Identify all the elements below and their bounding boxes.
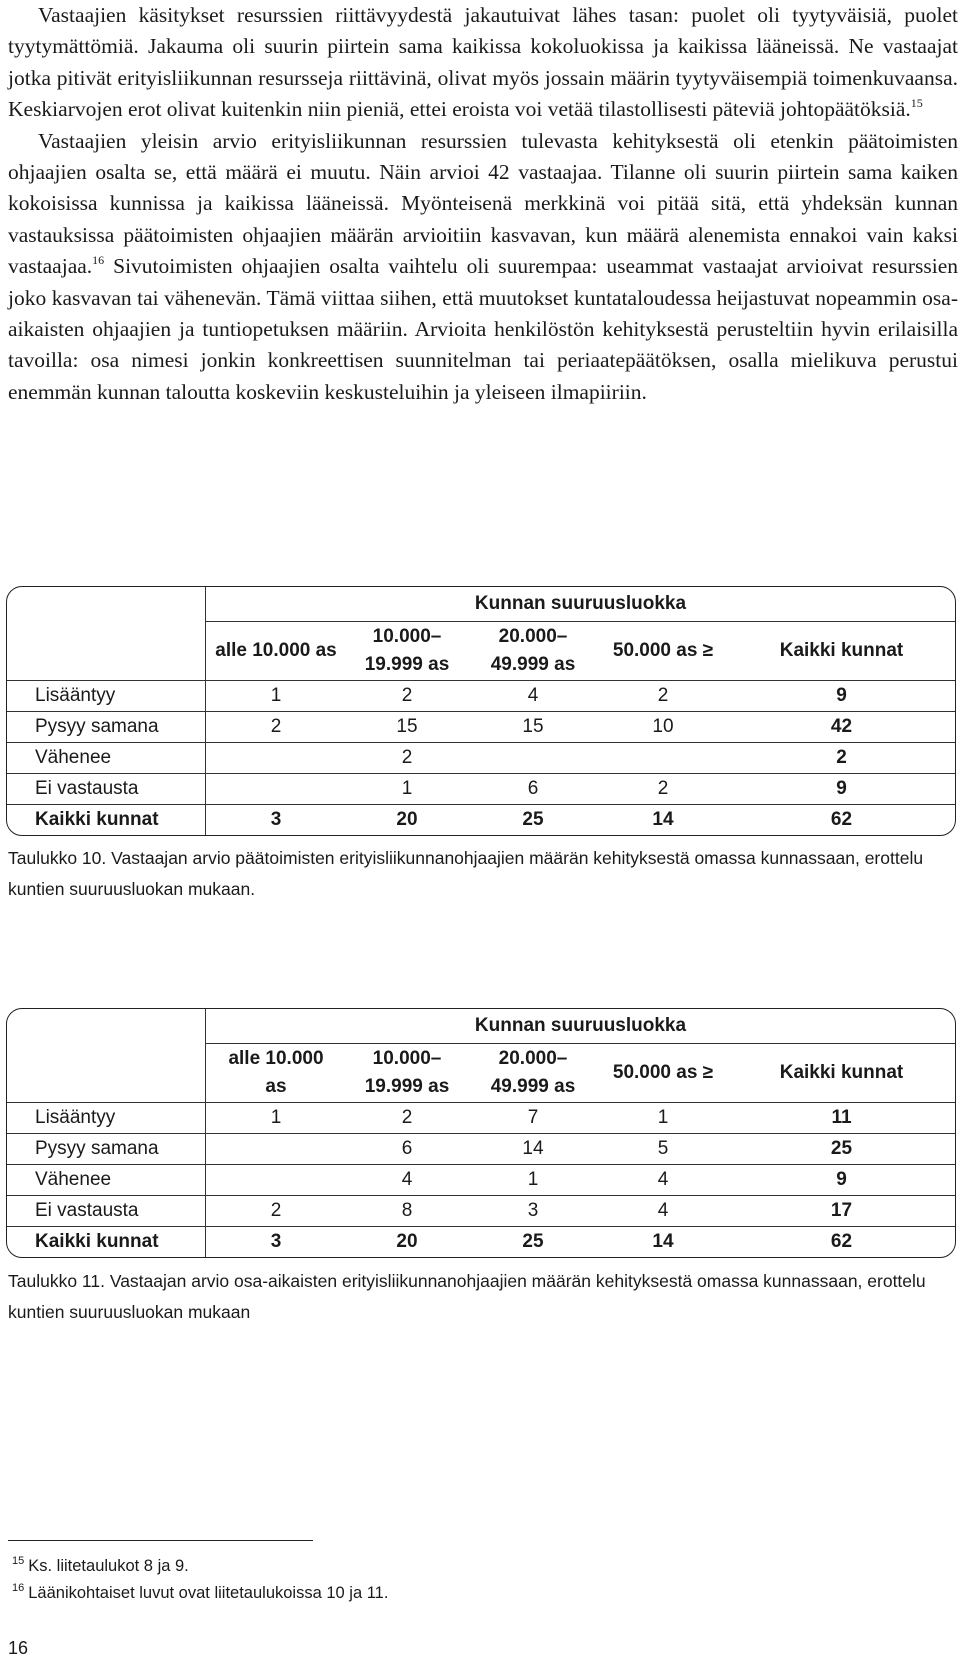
footnote-16: [12, 1584, 388, 1603]
paragraph-1: [8, 0, 958, 126]
paragraph-2-text-a: Vastaajien yleisin arvio erityisliikunnan resurssien tulevasta kehityksestä oli etenkin päätoimisten ohjaajien osalta se, että määrä ei muutu. Näin arvioi 42 vastaajaa. Tilanne oli suurin piirtein sama kaiken kokoisissa kunnissa ja kaikissa lääneissä. Myönteisenä merkkinä voi pitää sitä, että yhdeksän kunnan vastauksissa päätoimisten ohjaajien määrän arvioitiin kasvavan, kun määrä alenemista ennakoi vain kaksi vastaajaa.: [8, 128, 958, 279]
column-header: alle 10.000 as: [206, 1044, 347, 1103]
row-label: Vähenee: [7, 1165, 206, 1196]
table-row: [7, 681, 955, 712]
footnote-number: 16: [12, 1582, 25, 1594]
row-label: Kaikki kunnat: [7, 805, 206, 836]
footnote-15: [12, 1557, 189, 1576]
table-cell: 2: [598, 774, 728, 805]
row-label: Pysyy samana: [7, 712, 206, 743]
table-row: [7, 743, 955, 774]
table-cell: 8: [346, 1196, 468, 1227]
paragraph-1-text: Vastaajien käsitykset resurssien riittävyydestä jakautuivat lähes tasan: puolet oli tyytyväisiä, puolet tyytymättömiä. Jakauma oli suurin piirtein sama kaikissa kokoluokissa ja kaikissa lääneissä. Ne vastaajat jotka pitivät erityisliikunnan resursseja riittävinä, olivat myös jossain määrin tyytyväisempiä toimenkuvaansa. Keskiarvojen erot olivat kuitenkin niin pieniä, ettei eroista voi vetää tilastollisesti päteviä johtopäätöksiä.: [8, 3, 958, 122]
table-10-caption: Taulukko 10. Vastaajan arvio päätoimisten erityisliikunnanohjaajien määrän kehityksestä omassa kunnassaan, erottelu kuntien suuruusluokan mukaan.: [8, 848, 924, 899]
table-11-caption: Taulukko 11. Vastaajan arvio osa-aikaisten erityisliikunnanohjaajien määrän kehityksestä omassa kunnassaan, erottelu kuntien suuruusluokan mukaan: [8, 1271, 926, 1322]
table-cell-total: 17: [728, 1196, 955, 1227]
table-cell: 1: [468, 1165, 598, 1196]
table-cell: 3: [270, 1231, 282, 1252]
table-10: [6, 586, 956, 836]
table-cell: 14: [652, 809, 674, 830]
body-text: [8, 0, 958, 408]
table-row: [7, 1196, 955, 1227]
column-header: 20.000– 49.999 as: [468, 1044, 598, 1103]
table-cell: 1: [346, 774, 468, 805]
footnote-divider: [8, 1540, 313, 1541]
table-cell: 4: [346, 1165, 468, 1196]
table-cell-total: 42: [728, 712, 955, 743]
footnote-number: 15: [12, 1555, 25, 1567]
table-corner: [7, 1009, 206, 1044]
table-cell-total: 25: [728, 1134, 955, 1165]
table-row: [7, 1134, 955, 1165]
footnote-text: Läänikohtaiset luvut ovat liitetaulukoissa 10 ja 11.: [28, 1584, 389, 1602]
footnote-text: Ks. liitetaulukot 8 ja 9.: [28, 1557, 189, 1575]
column-header: Kaikki kunnat: [728, 622, 955, 681]
table-cell: 1: [598, 1103, 728, 1134]
table-group-header: Kunnan suuruusluokka: [206, 587, 956, 622]
row-label: Lisääntyy: [7, 1103, 206, 1134]
table-11: [6, 1008, 956, 1258]
table-corner: [7, 587, 206, 622]
table-cell: 2: [206, 712, 347, 743]
table-cell: 14: [468, 1134, 598, 1165]
table-cell: 20: [396, 1231, 418, 1252]
row-label: Pysyy samana: [7, 1134, 206, 1165]
table-cell: 6: [468, 774, 598, 805]
column-header: 50.000 as ≥: [598, 622, 728, 681]
table-cell: [598, 743, 728, 774]
table-cell: 3: [270, 809, 282, 830]
table-cell: 20: [396, 809, 418, 830]
table-cell: 15: [346, 712, 468, 743]
table-row: [7, 1103, 955, 1134]
table-cell: 5: [598, 1134, 728, 1165]
table-group-header: Kunnan suuruusluokka: [206, 1009, 956, 1044]
table-cell-total: 2: [728, 743, 955, 774]
row-label: Lisääntyy: [7, 681, 206, 712]
table-cell: [206, 774, 347, 805]
table-cell: 4: [468, 681, 598, 712]
column-header: 50.000 as ≥: [598, 1044, 728, 1103]
table-cell: 14: [652, 1231, 674, 1252]
table-cell: 2: [598, 681, 728, 712]
table-cell: 1: [206, 681, 347, 712]
page-number: 16: [8, 1638, 29, 1658]
column-header: 10.000– 19.999 as: [346, 1044, 468, 1103]
table-cell: [206, 743, 347, 774]
table-cell: 15: [468, 712, 598, 743]
table-cell: 4: [598, 1196, 728, 1227]
table-cell-total: 62: [830, 809, 853, 830]
table-cell-total: 9: [728, 774, 955, 805]
table-cell-total: 11: [728, 1103, 955, 1134]
table-cell: [206, 1134, 347, 1165]
row-label: Ei vastausta: [7, 774, 206, 805]
table-header-row: [7, 622, 955, 681]
table-cell: 4: [598, 1165, 728, 1196]
row-label: Ei vastausta: [7, 1196, 206, 1227]
footnote-ref-16[interactable]: 16: [92, 253, 105, 268]
table-cell: [206, 1165, 347, 1196]
table-cell-total: 9: [728, 681, 955, 712]
row-label: Kaikki kunnat: [7, 1227, 206, 1258]
row-label: Vähenee: [7, 743, 206, 774]
table-total-row: [7, 1227, 955, 1258]
table-cell: [468, 743, 598, 774]
table-cell: 10: [598, 712, 728, 743]
table-cell: 2: [346, 681, 468, 712]
table-row: [7, 774, 955, 805]
table-cell: 25: [522, 809, 544, 830]
paragraph-2: [8, 126, 958, 409]
table-cell: 6: [346, 1134, 468, 1165]
column-header: alle 10.000 as: [206, 622, 347, 681]
table-cell: 2: [346, 743, 468, 774]
column-header: 10.000– 19.999 as: [346, 622, 468, 681]
paragraph-2-text-b: Sivutoimisten ohjaajien osalta vaihtelu oli suurempaa: useammat vastaajat arvioivat resurssien joko kasvavan tai vähenevän. Tämä viittaa siihen, että muutokset kuntataloudessa heijastuvat nopeammin osa-aikaisten ohjaajien ja tuntiopetuksen määriin. Arvioita henkilöstön kehityksestä perusteltiin hyvin erilaisilla tavoilla: osa nimesi jonkin konkreettisen suunnitelman tai periaatepäätöksen, osalla mielikuva perustui enemmän kunnan taloutta koskeviin keskusteluihin ja yleiseen ilmapiiriin.: [8, 254, 958, 404]
table-total-row: [7, 805, 955, 836]
table-cell-total: 62: [830, 1231, 853, 1252]
footnote-ref-15[interactable]: 15: [910, 96, 923, 111]
table-cell: 1: [206, 1103, 347, 1134]
table-row: [7, 1165, 955, 1196]
table-cell: 2: [346, 1103, 468, 1134]
table-cell: 7: [468, 1103, 598, 1134]
table-cell-total: 9: [728, 1165, 955, 1196]
table-cell: 3: [468, 1196, 598, 1227]
table-cell: 25: [522, 1231, 544, 1252]
column-header: Kaikki kunnat: [728, 1044, 955, 1103]
column-header: 20.000– 49.999 as: [468, 622, 598, 681]
table-row: [7, 712, 955, 743]
table-cell: 2: [206, 1196, 347, 1227]
table-header-row: [7, 1044, 955, 1103]
